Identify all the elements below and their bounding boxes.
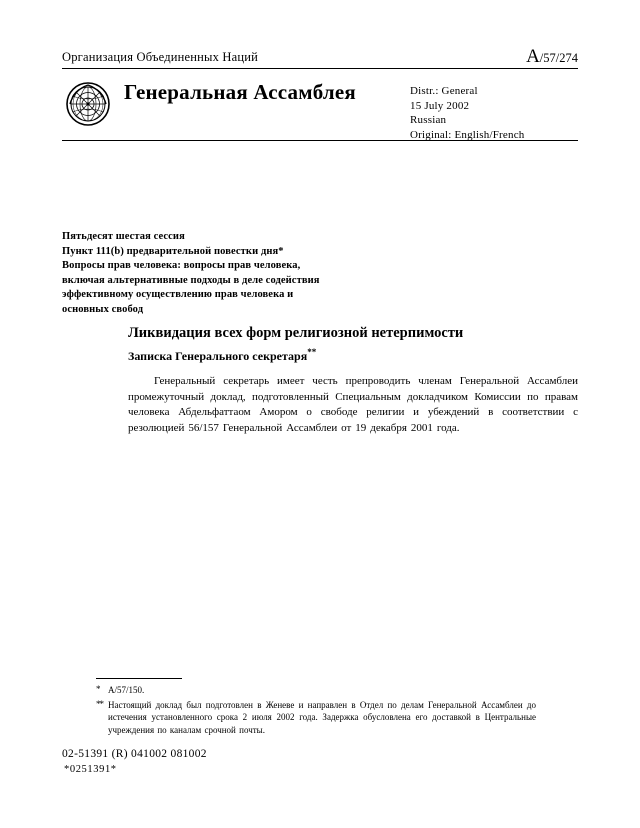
agenda-item-line: Пункт 111(b) предварительной повестки дня* xyxy=(62,245,284,257)
session-line: эффективному осуществлению прав человека и xyxy=(62,289,294,300)
subtitle-footnote-mark: ** xyxy=(307,347,317,357)
document-symbol-prefix: A xyxy=(526,46,540,67)
session-line: Вопросы прав человека: вопросы прав человека, xyxy=(62,260,301,271)
footnote-mark: * xyxy=(96,684,101,694)
un-emblem-icon xyxy=(66,82,110,126)
distribution-language: Russian xyxy=(410,114,447,126)
document-symbol xyxy=(526,46,578,68)
footnote-text: A/57/150. xyxy=(108,685,145,695)
page-title: Ликвидация всех форм религиозной нетерпимости xyxy=(128,325,464,341)
distribution-block xyxy=(410,84,524,142)
distribution-date: 15 July 2002 xyxy=(410,99,470,112)
distribution-original: Original: English/French xyxy=(410,128,525,141)
footnote-separator xyxy=(96,678,182,679)
session-line: основных свобод xyxy=(62,303,144,315)
footnotes xyxy=(96,684,536,738)
session-line: включая альтернативные подходы в деле содействия xyxy=(62,274,320,286)
footnote-text: Настоящий доклад был подготовлен в Женеве и направлен в Отдел по делам Генеральной Ассамблеи до истечения установленного срока 2 июля 2002 года. Задержка обусловлена его доставкой в Центральные учреждения по каналам срочной почты. xyxy=(108,699,536,735)
distribution-line: Distr.: General xyxy=(410,85,478,97)
job-number: 02-51391 (R) 041002 081002 xyxy=(62,748,207,760)
document-symbol-suffix: /57/274 xyxy=(539,51,578,65)
page-subtitle-text: Записка Генерального секретаря xyxy=(128,349,308,363)
organization-name: Организация Объединенных Наций xyxy=(62,50,259,64)
page-subtitle xyxy=(128,347,316,364)
footnote-item xyxy=(96,699,536,737)
session-line: Пятьдесят шестая сессия xyxy=(62,231,185,242)
session-info xyxy=(62,230,462,317)
footnote-mark: ** xyxy=(96,698,103,709)
header-rule-bottom xyxy=(62,140,578,141)
body-paragraph: Генеральный секретарь имеет честь препроводить членам Генеральной Ассамблеи промежуточный доклад, подготовленный Специальным докладчиком Комиссии по правам человека Абдельфаттаом Амором о свободе религии и убеждений в соответствии с резолюцией 56/157 Генеральной Ассамблеи от 19 декабря 2001 года. xyxy=(128,375,578,434)
footnote-item xyxy=(96,684,536,697)
assembly-title: Генеральная Ассамблея xyxy=(124,80,356,104)
barcode-text: *0251391* xyxy=(64,764,117,775)
header-rule-top xyxy=(62,68,578,69)
